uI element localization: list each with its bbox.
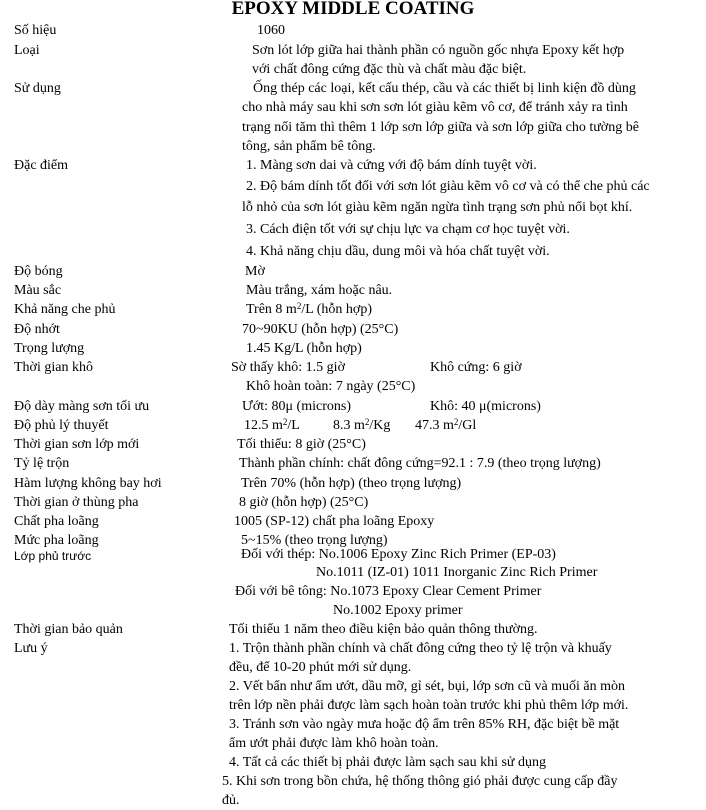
- value-thoi-gian-thung-pha: 8 giờ (hỗn hợp) (25°C): [239, 495, 369, 510]
- value-lop-phu-truoc-line: No.1011 (IZ-01) 1011 Inorganic Zinc Rich Primer: [316, 565, 598, 580]
- value-kho-cung: Khô cứng: 6 giờ: [430, 360, 522, 375]
- value-do-day-uot: Ướt: 80μ (microns): [242, 399, 351, 414]
- value-su-dung-line: trạng nổi tăm thì thêm 1 lớp sơn lớp giữa và sơn lớp giữa cho tường bê: [242, 120, 639, 135]
- value-muc-pha-loang: 5~15% (theo trọng lượng): [241, 533, 388, 548]
- value-ty-le-tron: Thành phần chính: chất đông cứng=92.1 : 7.9 (theo trọng lượng): [239, 456, 601, 471]
- value-dac-diem-item: 4. Khả năng chịu dầu, dung môi và hóa chất tuyệt vời.: [246, 244, 550, 259]
- value-lop-phu-truoc-line: Đối với thép: No.1006 Epoxy Zinc Rich Primer (EP-03): [241, 547, 556, 562]
- label-su-dung: Sử dụng: [14, 81, 61, 96]
- value-su-dung-line: tông, sản phẩm bê tông.: [242, 139, 376, 154]
- value-luu-y-line: 4. Tất cả các thiết bị phải được làm sạch sau khi sử dụng: [229, 755, 547, 770]
- value-loai-line: với chất đông cứng đặc thù và chất màu đặc biệt.: [252, 62, 527, 77]
- label-thoi-gian-thung-pha: Thời gian ở thùng pha: [14, 495, 139, 510]
- value-luu-y-line: ẩm ướt phải được làm khô hoàn toàn.: [229, 736, 439, 751]
- label-dac-diem: Đặc điểm: [14, 158, 69, 173]
- value-do-phu-l: 12.5 $m^2/L$: [244, 417, 300, 433]
- value-trong-luong: 1.45 Kg/L (hỗn hợp): [246, 341, 362, 356]
- value-so-hieu: 1060: [257, 23, 285, 38]
- label-do-bong: Độ bóng: [14, 264, 63, 279]
- value-dac-diem-item: 3. Cách điện tốt với sự chịu lực va chạm cơ học tuyệt vời.: [246, 222, 570, 237]
- value-ham-luong: Trên 70% (hỗn hợp) (theo trọng lượng): [241, 476, 462, 491]
- document-title: EPOXY MIDDLE COATING: [231, 0, 475, 19]
- value-luu-y-line: 3. Tránh sơn vào ngày mưa hoặc độ ẩm trên 85% RH, đặc biệt bề mặt: [229, 717, 620, 732]
- value-kho-hoan-toan: Khô hoàn toàn: 7 ngày (25°C): [246, 379, 416, 394]
- value-kha-nang-che-phu: Trên 8 $m^2/L$ (hỗn hợp): [246, 301, 372, 317]
- label-muc-pha-loang: Mức pha loãng: [14, 533, 99, 548]
- value-thoi-gian-son-lop-moi: Tối thiểu: 8 giờ (25°C): [237, 437, 366, 452]
- value-luu-y-line: 2. Vết bẩn như ẩm ướt, dầu mỡ, gỉ sét, bụi, lớp sơn cũ và muối ăn mòn: [229, 679, 626, 694]
- value-dac-diem-item: 1. Màng sơn dai và cứng với độ bám dính tuyệt vời.: [246, 158, 537, 173]
- label-thoi-gian-bao-quan: Thời gian bảo quản: [14, 622, 123, 637]
- value-lop-phu-truoc-line: No.1002 Epoxy primer: [333, 603, 463, 618]
- value-do-bong: Mờ: [245, 264, 265, 279]
- value-mau-sac: Màu trắng, xám hoặc nâu.: [246, 283, 393, 298]
- label-lop-phu-truoc: Lớp phủ trước: [14, 549, 92, 563]
- value-chat-pha-loang: 1005 (SP-12) chất pha loãng Epoxy: [234, 514, 435, 529]
- value-kho-so: Sờ thấy khô: 1.5 giờ: [231, 360, 345, 375]
- label-trong-luong: Trọng lượng: [14, 341, 85, 356]
- value-luu-y-line: đều, để 10-20 phút mới sử dụng.: [229, 660, 412, 675]
- value-su-dung-line: cho nhà máy sau khi sơn sơn lót giàu kẽm vô cơ, để tránh xảy ra tình: [242, 100, 628, 115]
- label-luu-y: Lưu ý: [14, 641, 48, 656]
- label-do-day: Độ dày màng sơn tối ưu: [14, 399, 150, 414]
- value-lop-phu-truoc-line: Đối với bê tông: No.1073 Epoxy Clear Cement Primer: [235, 584, 542, 599]
- label-thoi-gian-kho: Thời gian khô: [14, 360, 93, 375]
- value-su-dung-line: Ống thép các loại, kết cấu thép, cầu và các thiết bị linh kiện đồ dùng: [253, 81, 636, 96]
- value-do-day-kho: Khô: 40 μ(microns): [430, 399, 541, 414]
- label-chat-pha-loang: Chất pha loãng: [14, 514, 99, 529]
- value-luu-y-line: đủ.: [222, 793, 240, 808]
- value-thoi-gian-bao-quan: Tối thiểu 1 năm theo điều kiện bảo quản thông thường.: [229, 622, 538, 637]
- label-loai: Loại: [14, 43, 40, 58]
- label-thoi-gian-son-lop-moi: Thời gian sơn lớp mới: [14, 437, 140, 452]
- value-luu-y-line: 1. Trộn thành phần chính và chất đông cứng theo tỷ lệ trộn và khuấy: [229, 641, 612, 656]
- value-do-phu-kg: 8.3 $m^2/Kg$: [333, 417, 391, 433]
- label-do-nhot: Độ nhớt: [14, 322, 60, 337]
- value-do-nhot: 70~90KU (hỗn hợp) (25°C): [242, 322, 399, 337]
- label-kha-nang-che-phu: Khả năng che phủ: [14, 302, 116, 317]
- value-luu-y-line: trên lớp nền phải được làm sạch hoàn toàn trước khi phủ thêm lớp mới.: [229, 698, 629, 713]
- label-do-phu: Độ phủ lý thuyết: [14, 418, 109, 433]
- value-loai-line: Sơn lót lớp giữa hai thành phần có nguồn gốc nhựa Epoxy kết hợp: [252, 43, 625, 58]
- value-luu-y-line: 5. Khi sơn trong bồn chứa, hệ thống thông gió phải được cung cấp đầy: [222, 774, 618, 789]
- value-do-phu-gl: 47.3 $m^2/Gl$: [415, 417, 477, 433]
- label-so-hieu: Số hiệu: [14, 23, 57, 38]
- label-ty-le-tron: Tỷ lệ trộn: [14, 456, 70, 471]
- value-dac-diem-item: lỗ nhỏ của sơn lót giàu kẽm ngăn ngừa tình trạng sơn phủ nổi bọt khí.: [242, 200, 633, 215]
- label-mau-sac: Màu sắc: [14, 283, 62, 298]
- value-dac-diem-item: 2. Độ bám dính tốt đối với sơn lót giàu kẽm vô cơ và có thể che phủ các: [246, 179, 650, 194]
- label-ham-luong: Hàm lượng không bay hơi: [14, 476, 162, 491]
